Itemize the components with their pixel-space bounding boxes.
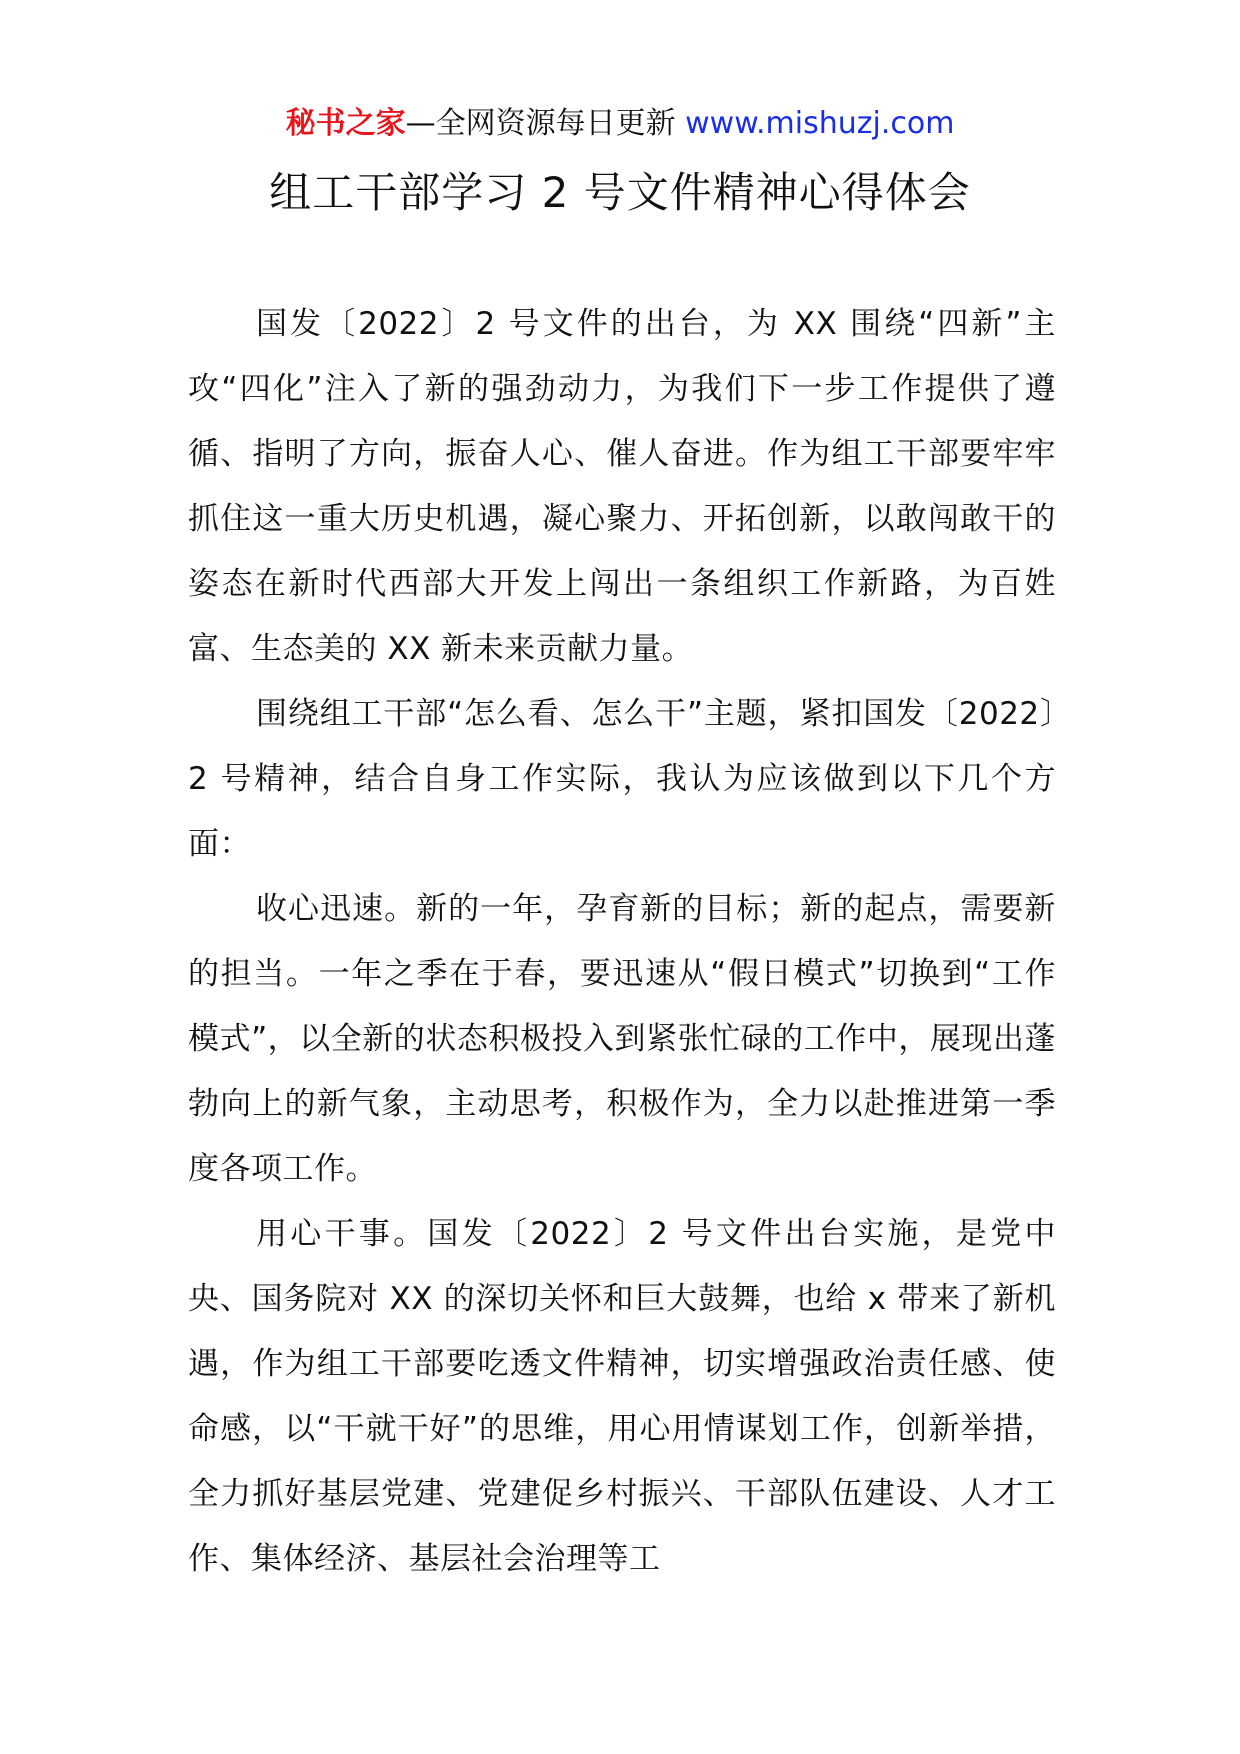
paragraph-theme: 围绕组工干部“怎么看、怎么干”主题，紧扣国发〔2022〕2 号精神，结合自身工作实际，我认为应该做到以下几个方面：	[188, 696, 1056, 862]
paragraph-focus: 收心迅速。新的一年，孕育新的目标；新的起点，需要新的担当。一年之季在于春，要迅速从“假日模式”切换到“工作模式”，以全新的状态积极投入到紧张忙碌的工作中，展现出蓬勃向上的新气象，主动思考，积极作为，全力以赴推进第一季度各项工作。	[188, 891, 1056, 1187]
paragraph-intro: 国发〔2022〕2 号文件的出台，为 XX 围绕“四新”主攻“四化”注入了新的强劲动力，为我们下一步工作提供了遵循、指明了方向，振奋人心、催人奋进。作为组工干部要牢牢抓住这一重大历史机遇，凝心聚力、开拓创新，以敢闯敢干的姿态在新时代西部大开发上闯出一条组织工作新路，为百姓富、生态美的 XX 新未来贡献力量。	[188, 306, 1056, 667]
site-url-link[interactable]: www.mishuzj.com	[685, 106, 955, 141]
paragraph-dedication: 用心干事。国发〔2022〕2 号文件出台实施，是党中央、国务院对 XX 的深切关怀和巨大鼓舞，也给 x 带来了新机遇，作为组工干部要吃透文件精神，切实增强政治责任感、使命感，以“干就干好”的思维，用心用情谋划工作，创新举措，全力抓好基层党建、党建促乡村振兴、干部队伍建设、人才工作、集体经济、基层社会治理等工	[188, 1216, 1056, 1577]
document-title: 组工干部学习 2 号文件精神心得体会	[269, 168, 971, 217]
source-banner	[0, 104, 1240, 144]
document-body	[188, 292, 1056, 1592]
banner-tagline: —全网资源每日更新	[405, 106, 686, 141]
brand-name: 秘书之家	[285, 106, 406, 141]
